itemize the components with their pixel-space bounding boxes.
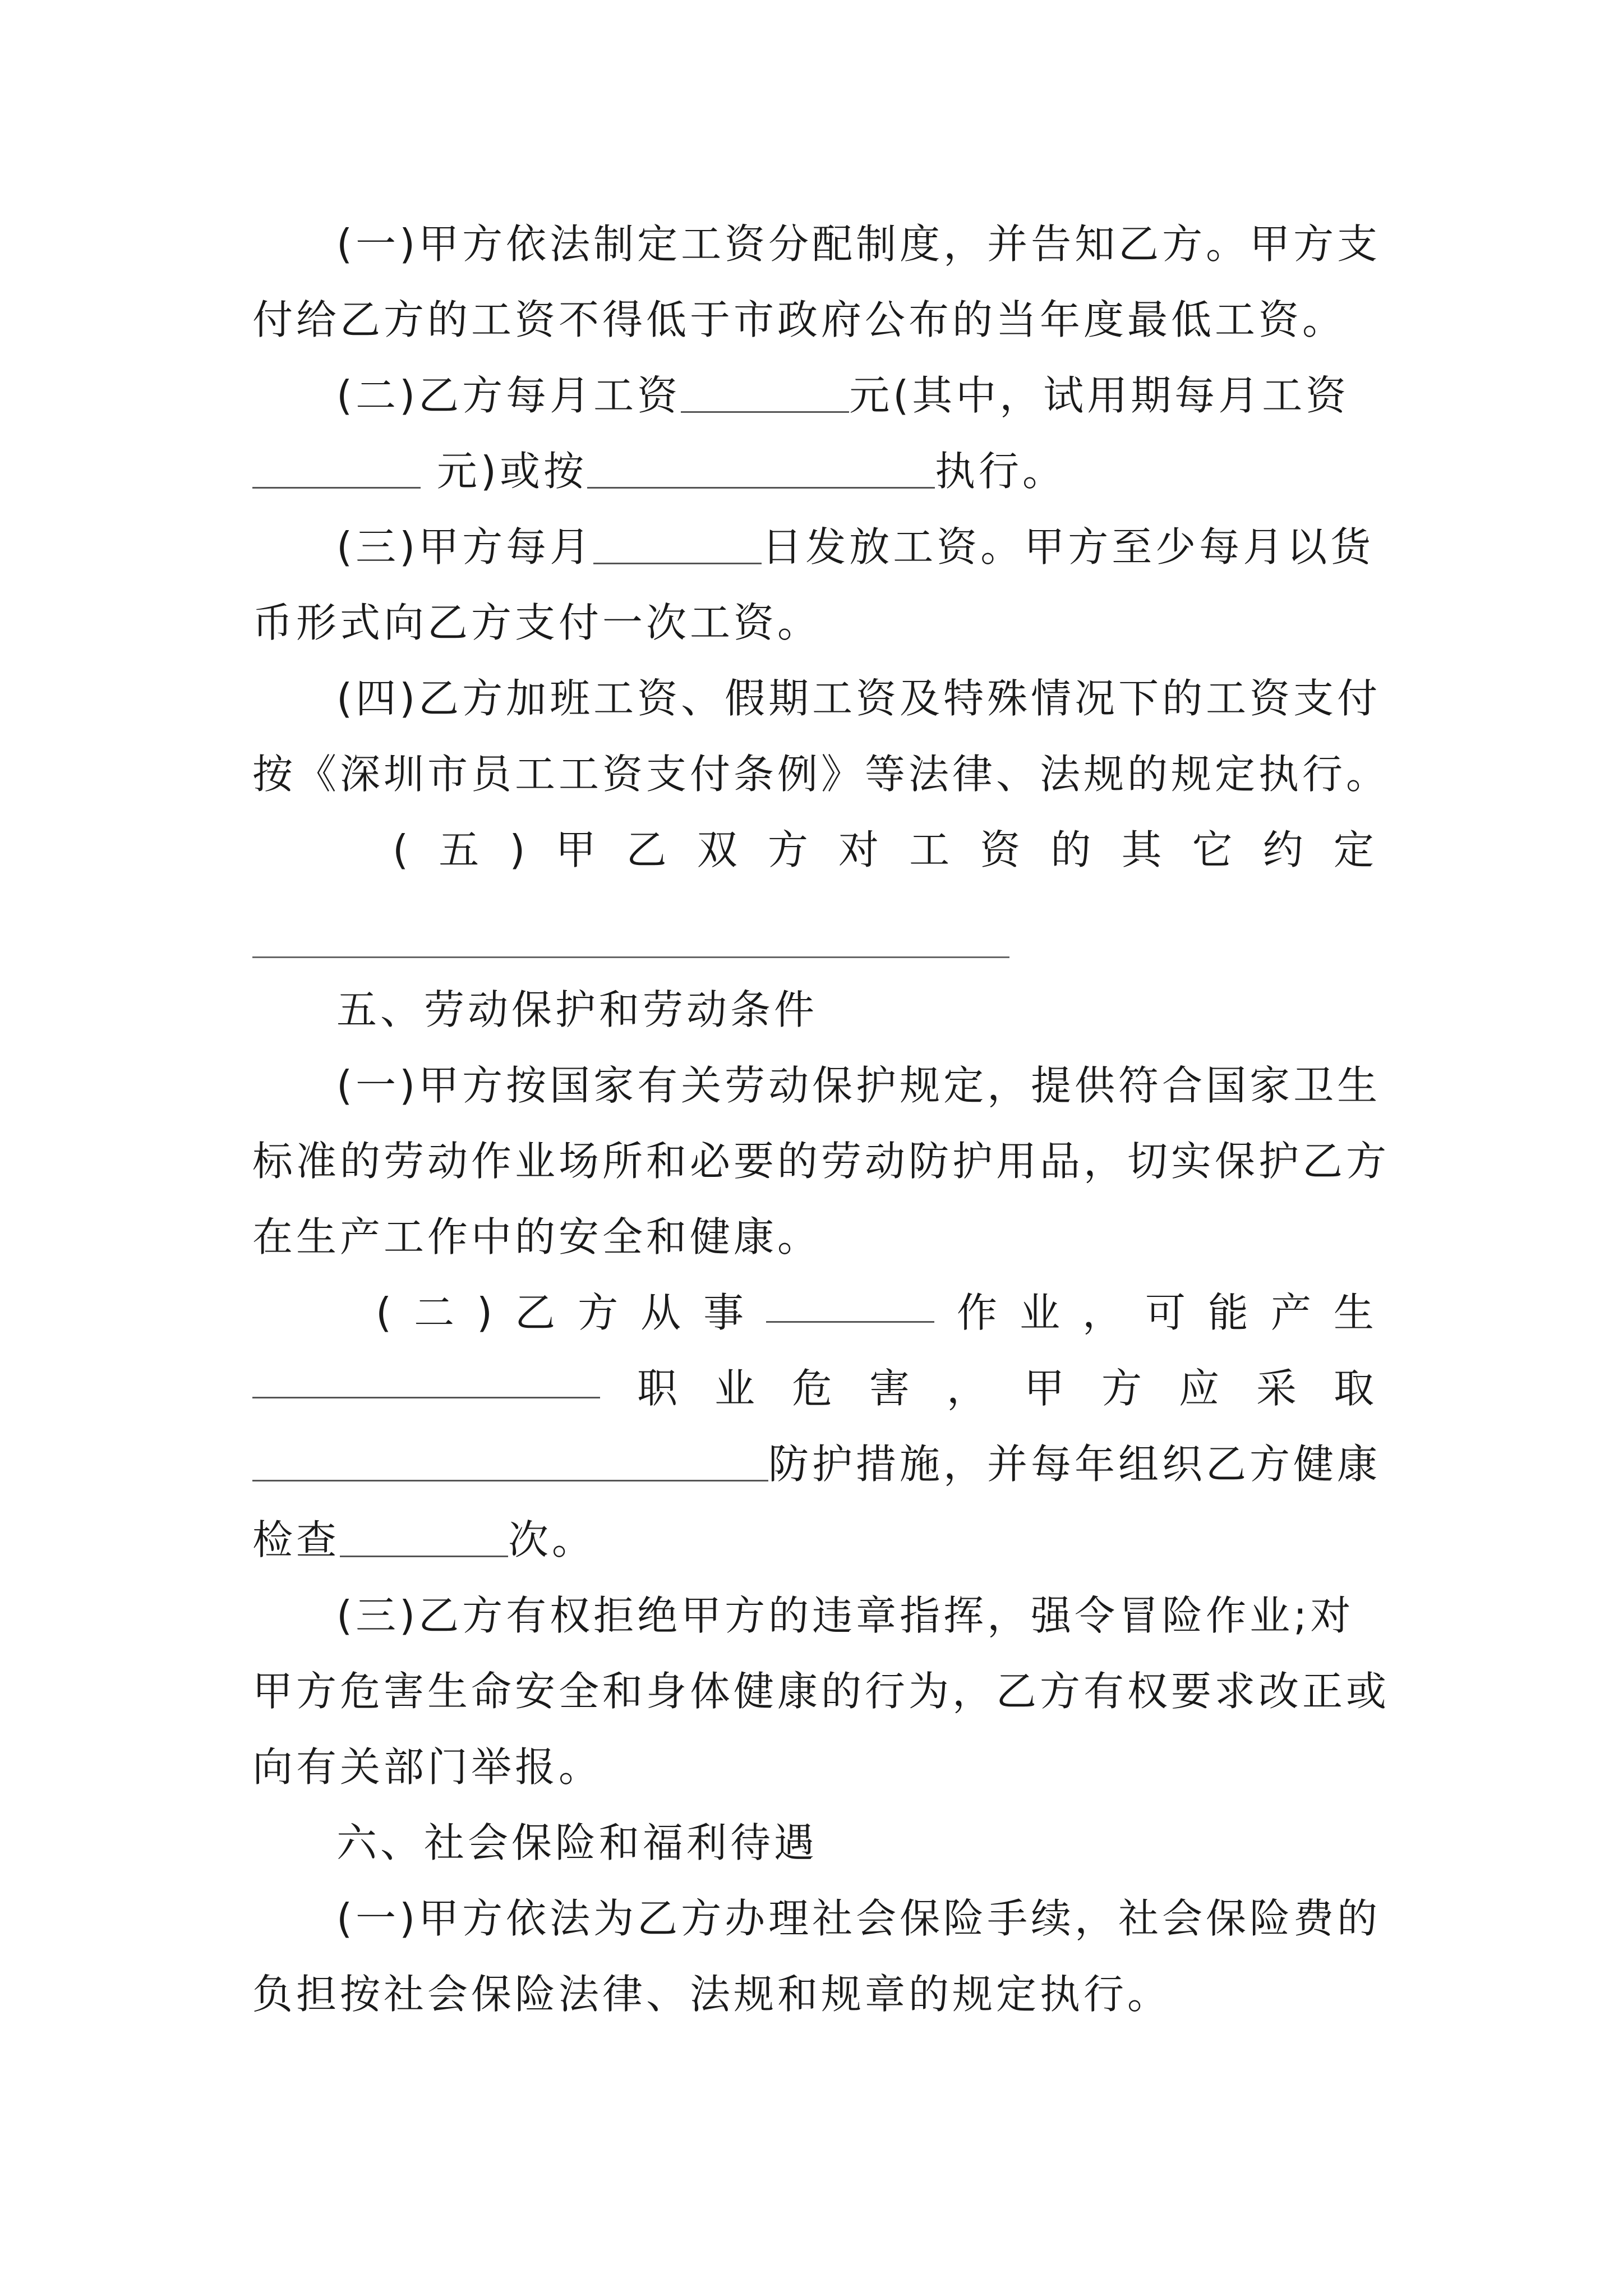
blank-field[interactable] (593, 523, 762, 564)
blank-line[interactable] (252, 956, 1009, 958)
char: 危 (791, 1365, 832, 1412)
text: 六、社会保险和福利待遇 (336, 1819, 818, 1866)
blank-field[interactable] (587, 448, 935, 489)
justified-line (393, 819, 1374, 881)
char: 它 (1192, 826, 1233, 873)
section-heading (336, 979, 1374, 1041)
char: 五 (439, 826, 479, 873)
char: ， (1082, 1289, 1123, 1336)
char: ( (393, 826, 409, 873)
text: (三)甲方每月 (336, 523, 594, 570)
text: 标准的劳动作业场所和必要的劳动防护用品，切实保护乙方 (252, 1138, 1390, 1185)
text: 负担按社会保险法律、法规和规章的规定执行。 (252, 1971, 1172, 2018)
paragraph-line (336, 1055, 1381, 1116)
text: (一)甲方按国家有关劳动保护规定，提供符合国家卫生 (336, 1062, 1381, 1109)
text: (三)乙方有权拒绝甲方的违章指挥，强令冒险作业;对 (336, 1592, 1354, 1639)
paragraph-line (252, 440, 1374, 502)
char: 事 (703, 1289, 744, 1336)
text: 元)或按 (421, 448, 587, 495)
char: ) (477, 1289, 493, 1336)
text: 币形式向乙方支付一次工资。 (252, 599, 822, 646)
char: 甲 (1023, 1365, 1064, 1412)
char: 可 (1145, 1289, 1186, 1336)
text: 次。 (508, 1516, 596, 1563)
text: 付给乙方的工资不得低于市政府公布的当年度最低工资。 (252, 296, 1347, 343)
paragraph-line (252, 1206, 1374, 1268)
char: 方 (1101, 1365, 1142, 1412)
text: 检查 (252, 1516, 340, 1563)
char: 作 (957, 1289, 998, 1336)
char: 生 (1333, 1289, 1374, 1336)
paragraph-line (336, 213, 1381, 275)
char: 产 (1270, 1289, 1311, 1336)
blank-field[interactable] (766, 1282, 934, 1323)
char: 对 (838, 826, 879, 873)
char: 取 (1333, 1365, 1374, 1412)
paragraph-line (252, 592, 1374, 654)
char: 乙 (626, 826, 667, 873)
char: 的 (1050, 826, 1091, 873)
text: (一)甲方依法为乙方办理社会保险手续，社会保险费的 (336, 1895, 1381, 1942)
text: 按《深圳市员工工资支付条例》等法律、法规的规定执行。 (252, 751, 1390, 798)
text: 日发放工资。甲方至少每月以货 (762, 523, 1375, 570)
paragraph-line (252, 1130, 1390, 1192)
char: 乙 (515, 1289, 556, 1336)
text: 五、劳动保护和劳动条件 (336, 986, 818, 1033)
char: 害 (869, 1365, 910, 1412)
text: 执行。 (934, 448, 1066, 495)
char: 应 (1178, 1365, 1219, 1412)
text: 防护措施，并每年组织乙方健康 (768, 1441, 1381, 1488)
paragraph-line (252, 743, 1390, 805)
paragraph-line (252, 1433, 1381, 1495)
char: 双 (697, 826, 737, 873)
paragraph-line (252, 1509, 1374, 1571)
text: 向有关部门举报。 (252, 1743, 603, 1791)
blank-field[interactable] (252, 1358, 600, 1398)
char: 职 (637, 1365, 677, 1412)
char: 甲 (555, 826, 596, 873)
justified-line (376, 1282, 1374, 1343)
char: 业 (1020, 1289, 1061, 1336)
paragraph-line (336, 365, 1374, 426)
char: ) (509, 826, 525, 873)
paragraph-line (252, 289, 1374, 351)
char: 方 (578, 1289, 619, 1336)
paragraph-line (336, 1585, 1374, 1646)
char: 工 (909, 826, 950, 873)
char: 其 (1121, 826, 1162, 873)
char: 二 (414, 1289, 455, 1336)
paragraph-line (252, 1736, 1374, 1798)
char: 定 (1333, 826, 1374, 873)
paragraph-line (252, 1660, 1390, 1722)
char: 业 (714, 1365, 755, 1412)
text: 在生产工作中的安全和健康。 (252, 1213, 822, 1260)
text: (二)乙方每月工资 (336, 372, 681, 419)
paragraph-line (336, 668, 1381, 729)
blank-field[interactable] (252, 448, 421, 489)
char: ( (376, 1289, 392, 1336)
char: 能 (1207, 1289, 1248, 1336)
char: 采 (1256, 1365, 1297, 1412)
char: 资 (980, 826, 1021, 873)
section-heading (336, 1812, 1374, 1874)
text: 元(其中，试用期每月工资 (849, 372, 1350, 419)
paragraph-line (336, 1888, 1381, 1949)
paragraph-line (252, 1963, 1374, 2025)
char: 约 (1262, 826, 1303, 873)
text: 甲方危害生命安全和身体健康的行为，乙方有权要求改正或 (252, 1668, 1390, 1715)
text: (四)乙方加班工资、假期工资及特殊情况下的工资支付 (336, 675, 1381, 722)
blank-field[interactable] (681, 372, 849, 413)
justified-line (252, 1358, 1374, 1419)
blank-field[interactable] (340, 1516, 508, 1557)
char: 方 (767, 826, 808, 873)
text: (一)甲方依法制定工资分配制度，并告知乙方。甲方支 (336, 220, 1381, 268)
paragraph-line (336, 516, 1374, 578)
char: 从 (640, 1289, 681, 1336)
blank-field[interactable] (252, 1441, 768, 1481)
char: ， (946, 1365, 987, 1412)
